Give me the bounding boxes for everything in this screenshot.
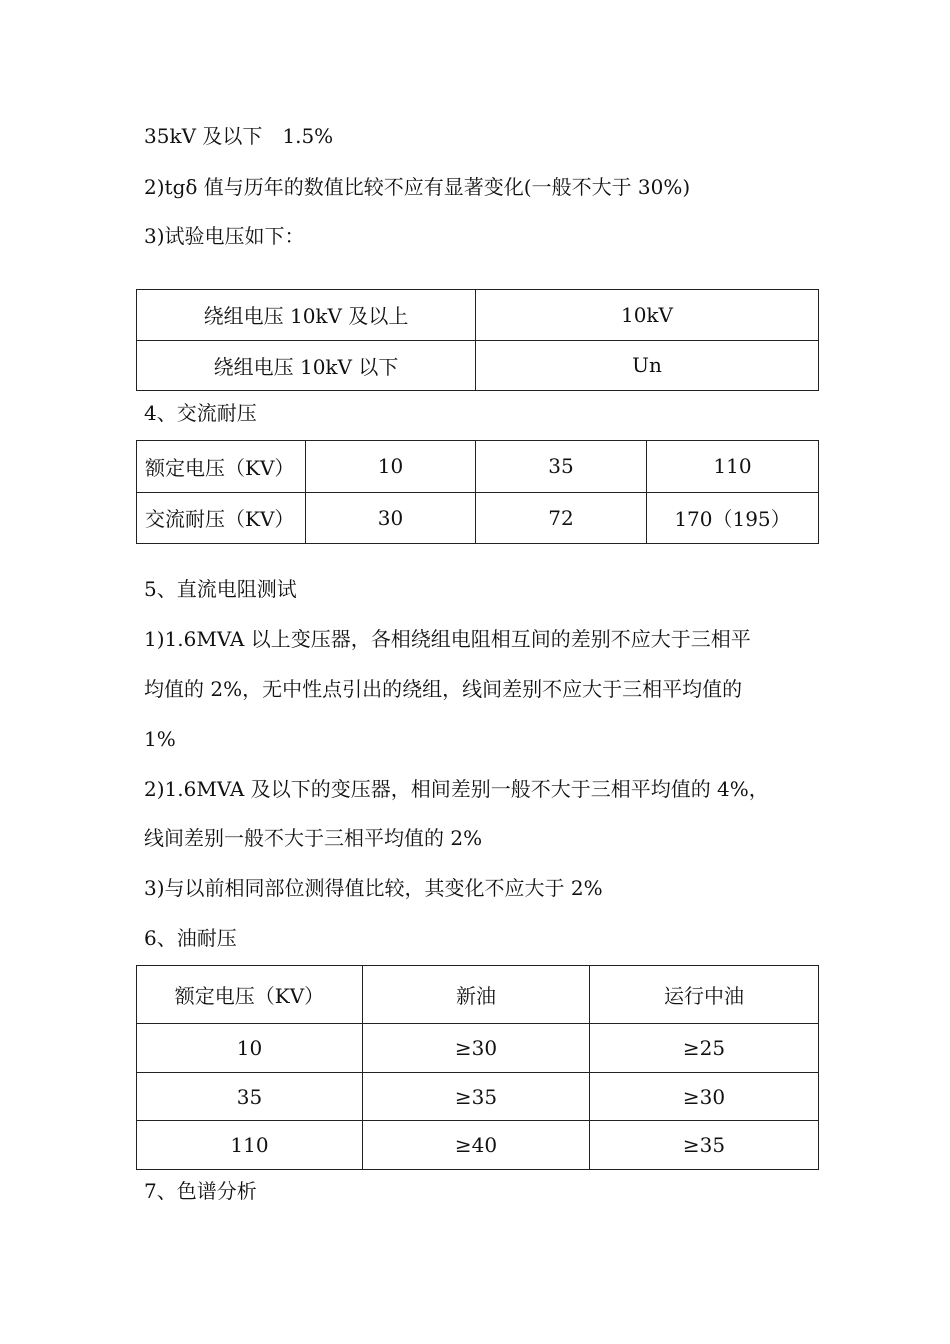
section-heading-oil-withstand: 6、油耐压 [144,926,237,950]
section-heading-dc-resistance: 5、直流电阻测试 [144,577,297,601]
table-row [137,290,819,341]
paragraph-line: 1)1.6MVA 以上变压器，各相绕组电阻相互间的差别不应大于三相平 [144,627,751,651]
table-cell: ≥30 [590,1072,819,1121]
table-cell: 额定电压（KV） [137,966,363,1024]
paragraph-line: 均值的 2%，无中性点引出的绕组，线间差别不应大于三相平均值的 [144,677,743,701]
text-line-test-voltage: 3)试验电压如下： [144,224,305,248]
table-cell: 72 [476,492,647,544]
table-cell: 110 [137,1121,363,1170]
table-cell: 绕组电压 10kV 及以上 [137,290,476,341]
table-cell: 10kV [476,290,819,341]
paragraph-line: 3)与以前相同部位测得值比较，其变化不应大于 2% [144,876,603,900]
table-row [137,492,819,544]
table-cell: ≥35 [590,1121,819,1170]
table-cell: 运行中油 [590,966,819,1024]
table-row [137,340,819,391]
table-cell: 35 [476,441,647,493]
section-heading-chromatography: 7、色谱分析 [144,1179,257,1203]
table-cell: 新油 [363,966,590,1024]
table-cell: ≥25 [590,1024,819,1073]
test-voltage-table [136,289,819,391]
table-cell: 170（195） [647,492,819,544]
table-row [137,1121,819,1170]
table-row [137,966,819,1024]
paragraph-line: 线间差别一般不大于三相平均值的 2% [144,826,483,850]
table-row [137,441,819,493]
table-cell: 35 [137,1072,363,1121]
table-cell: 额定电压（KV） [137,441,306,493]
table-cell: 交流耐压（KV） [137,492,306,544]
section-heading-ac-withstand: 4、交流耐压 [144,401,257,425]
text-line-tg-delta: 2)tgδ 值与历年的数值比较不应有显著变化(一般不大于 30%) [144,175,691,199]
table-cell: 110 [647,441,819,493]
table-row [137,1072,819,1121]
text-line-35kv: 35kV 及以下 1.5% [144,124,334,148]
table-cell: Un [476,340,819,391]
table-cell: 10 [306,441,476,493]
table-cell: 10 [137,1024,363,1073]
ac-withstand-table [136,440,819,544]
paragraph-line: 1% [144,727,176,751]
table-row [137,1024,819,1073]
table-cell: ≥40 [363,1121,590,1170]
oil-withstand-table [136,965,819,1170]
table-cell: 绕组电压 10kV 以下 [137,340,476,391]
table-cell: 30 [306,492,476,544]
table-cell: ≥35 [363,1072,590,1121]
table-cell: ≥30 [363,1024,590,1073]
paragraph-line: 2)1.6MVA 及以下的变压器，相间差别一般不大于三相平均值的 4%， [144,777,769,801]
